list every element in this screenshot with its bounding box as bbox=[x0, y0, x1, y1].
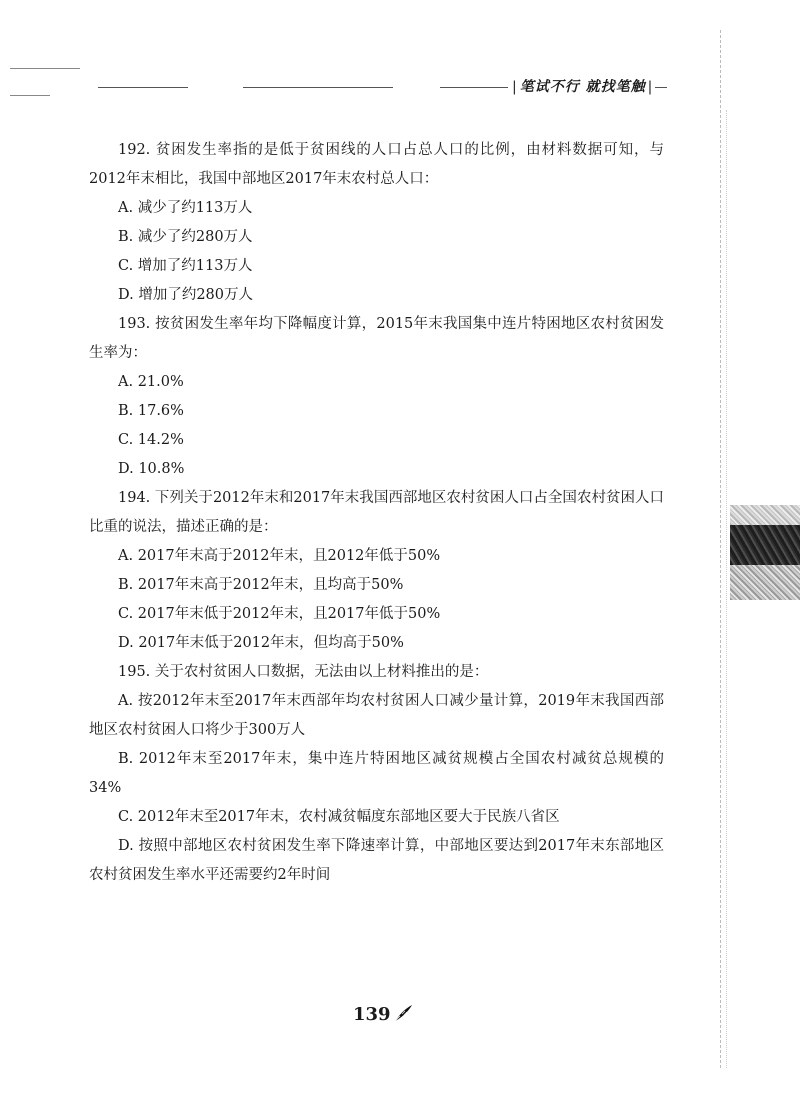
option-c: C. 14.2% bbox=[118, 432, 184, 448]
scan-edge-dots bbox=[726, 110, 727, 1068]
scan-noise-bottom bbox=[730, 565, 800, 600]
option-a: A. 按2012年末至2017年末西部年均农村贫困人口减少量计算，2019年末我国西部地区农村贫困人口将少于300万人 bbox=[89, 693, 664, 738]
header-rule-1 bbox=[98, 87, 188, 88]
option-d: D. 增加了约280万人 bbox=[118, 287, 254, 303]
question-stem: 194. 下列关于2012年末和2017年末我国西部地区农村贫困人口占全国农村贫困人口比重的说法，描述正确的是： bbox=[89, 490, 664, 535]
question-stem: 195. 关于农村贫困人口数据，无法由以上材料推出的是： bbox=[118, 664, 489, 680]
header-bar-left: | bbox=[512, 79, 518, 95]
question-194 bbox=[89, 484, 664, 658]
scan-noise-top bbox=[730, 505, 800, 525]
question-stem: 192. 贫困发生率指的是低于贫困线的人口占总人口的比例，由材料数据可知，与2012年末相比，我国中部地区2017年末农村总人口： bbox=[89, 142, 664, 187]
option-a: A. 2017年末高于2012年末，且2012年低于50% bbox=[118, 548, 441, 564]
option-c: C. 2012年末至2017年末，农村减贫幅度东部地区要大于民族八省区 bbox=[118, 809, 560, 825]
header-slogan-text: 笔试不行 就找笔触 bbox=[519, 79, 646, 95]
option-d: D. 按照中部地区农村贫困发生率下降速率计算，中部地区要达到2017年末东部地区农村贫困发生率水平还需要约2年时间 bbox=[89, 838, 664, 883]
header-rule-2 bbox=[243, 87, 393, 88]
header-bar-right: | bbox=[647, 79, 654, 95]
page-number bbox=[353, 1004, 413, 1025]
option-c: C. 增加了约113万人 bbox=[118, 258, 253, 274]
header-rule-tail bbox=[655, 87, 667, 88]
option-b: B. 减少了约280万人 bbox=[118, 229, 253, 245]
option-b: B. 2012年末至2017年末，集中连片特困地区减贫规模占全国农村减贫总规模的34% bbox=[89, 751, 664, 796]
scan-noise-dark bbox=[730, 525, 800, 565]
option-c: C. 2017年末低于2012年末，且2017年低于50% bbox=[118, 606, 441, 622]
question-list bbox=[89, 136, 664, 890]
question-192 bbox=[89, 136, 664, 310]
header-rule-3 bbox=[440, 87, 508, 88]
option-d: D. 2017年末低于2012年末，但均高于50% bbox=[118, 635, 404, 651]
header-slogan bbox=[510, 76, 667, 96]
option-a: A. 21.0% bbox=[118, 374, 184, 390]
page-number-text: 139 bbox=[353, 1004, 391, 1025]
question-193 bbox=[89, 310, 664, 484]
option-b: B. 2017年末高于2012年末，且均高于50% bbox=[118, 577, 404, 593]
option-a: A. 减少了约113万人 bbox=[118, 200, 253, 216]
option-b: B. 17.6% bbox=[118, 403, 184, 419]
question-195 bbox=[89, 658, 664, 890]
page-header bbox=[0, 74, 800, 104]
scan-right-edge bbox=[710, 0, 800, 1108]
question-stem: 193. 按贫困发生率年均下降幅度计算，2015年末我国集中连片特困地区农村贫困发生率为： bbox=[89, 316, 664, 361]
option-d: D. 10.8% bbox=[118, 461, 185, 477]
quill-pen-icon bbox=[393, 1004, 413, 1022]
scan-edge-dashes bbox=[720, 30, 721, 1068]
